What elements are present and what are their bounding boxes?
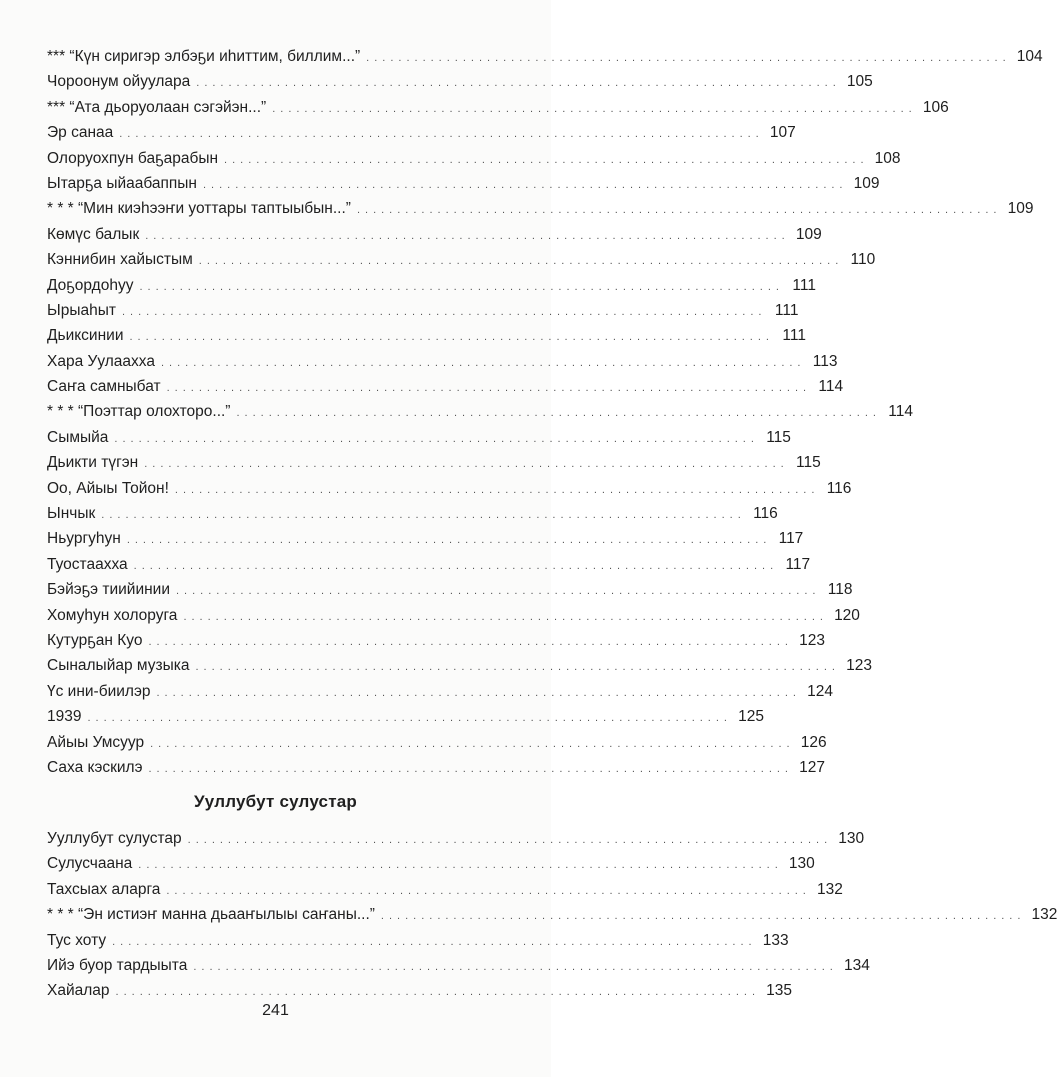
- entry-title: Ытарҕа ыйаабаппын: [47, 174, 197, 192]
- dot-leader: ................................................................................: [166, 884, 811, 897]
- dot-leader: ................................................................................: [144, 458, 789, 471]
- dot-leader: ................................................................................: [112, 935, 757, 948]
- entry-page-number: 124: [807, 682, 833, 700]
- entry-page-number: 109: [853, 174, 880, 192]
- entry-title: Дьикти түгэн: [47, 454, 139, 472]
- entry-title: Доҕордоһуу: [47, 276, 134, 294]
- dot-leader: ................................................................................: [115, 986, 761, 999]
- contents-list-part-two: [47, 826, 1057, 1004]
- dot-leader: ................................................................................: [198, 255, 844, 268]
- dot-leader: ................................................................................: [161, 356, 806, 369]
- contents-entry: [47, 851, 815, 876]
- dot-leader: ................................................................................: [148, 762, 793, 775]
- entry-page-number: 117: [778, 530, 804, 548]
- entry-page-number: 135: [766, 982, 793, 1000]
- entry-title: Ууллубут сулустар: [47, 830, 182, 847]
- contents-entry: [47, 146, 901, 171]
- dot-leader: ................................................................................: [183, 610, 828, 623]
- entry-page-number: 104: [1016, 48, 1043, 65]
- contents-entry: [47, 323, 806, 348]
- page-number: 241: [262, 1002, 289, 1019]
- contents-entry: [47, 69, 873, 94]
- entry-page-number: 126: [800, 733, 827, 751]
- contents-entry: [47, 399, 913, 424]
- dot-leader: ................................................................................: [148, 635, 793, 648]
- contents-entry: [47, 425, 791, 450]
- entry-page-number: 115: [796, 454, 821, 472]
- contents-entry: [47, 755, 825, 780]
- dot-leader: ................................................................................: [380, 910, 1026, 923]
- entry-title: Кэннибин хайыстым: [47, 251, 193, 269]
- contents-entry: [47, 501, 778, 526]
- entry-title: Хомуһун холоруга: [47, 606, 178, 624]
- dot-leader: ................................................................................: [156, 686, 801, 699]
- contents-entry: [47, 349, 838, 374]
- entry-page-number: 111: [774, 301, 799, 319]
- dot-leader: ................................................................................: [196, 77, 841, 90]
- entry-title: Ырыаһыт: [47, 301, 116, 319]
- dot-leader: ................................................................................: [174, 483, 820, 496]
- dot-leader: ................................................................................: [138, 859, 783, 872]
- contents-entry: [47, 44, 1043, 69]
- contents-entry: [47, 902, 1057, 927]
- entry-title: Ийэ буор тардыыта: [47, 956, 188, 974]
- contents-entry: [47, 603, 860, 628]
- contents-entry: [47, 95, 949, 120]
- entry-title: Саҥа самныбат: [47, 378, 161, 396]
- dot-leader: ................................................................................: [366, 52, 1011, 64]
- entry-title: * * * “Эн истиэҥ манна дьааҥылыы саҥаны...”: [47, 906, 375, 924]
- entry-title: Хайалар: [47, 982, 110, 1000]
- entry-title: Тус хоту: [47, 931, 107, 949]
- entry-page-number: 113: [812, 352, 838, 370]
- dot-leader: ................................................................................: [150, 737, 795, 750]
- entry-title: Сулусчаана: [47, 855, 133, 873]
- entry-page-number: 114: [888, 403, 913, 421]
- entry-title: Бэйэҕэ тиийинии: [47, 581, 170, 599]
- dot-leader: ................................................................................: [121, 305, 767, 318]
- dot-leader: ................................................................................: [272, 102, 917, 115]
- contents-entry: [47, 928, 789, 953]
- entry-page-number: 134: [843, 956, 870, 974]
- entry-title: Көмүс балык: [47, 225, 140, 243]
- entry-page-number: 132: [817, 880, 843, 898]
- contents-entry: [47, 222, 822, 247]
- contents-entry: [47, 653, 872, 678]
- contents-entry: [47, 526, 804, 551]
- dot-leader: ................................................................................: [175, 585, 821, 598]
- entry-page-number: 127: [799, 758, 825, 776]
- contents-entry: [47, 826, 865, 851]
- entry-title: Сымыйа: [47, 428, 109, 446]
- contents-entry: [47, 978, 793, 1003]
- entry-title: Туостаахха: [47, 555, 128, 573]
- contents-entry: [47, 120, 796, 145]
- dot-leader: ................................................................................: [101, 509, 746, 522]
- entry-title: Ынчык: [47, 505, 96, 523]
- entry-title: * * * “Поэттар олохторо...”: [47, 403, 231, 421]
- entry-page-number: 125: [738, 708, 764, 726]
- entry-title: Дьиксинии: [47, 327, 124, 345]
- contents-entry: [47, 704, 764, 729]
- entry-title: * * * “Мин киэһээҥи уоттары таптыыбын...”: [47, 200, 351, 218]
- entry-page-number: 107: [769, 124, 796, 142]
- dot-leader: ................................................................................: [133, 559, 779, 572]
- entry-title: Кутурҕан Куо: [47, 631, 143, 649]
- dot-leader: ................................................................................: [187, 834, 833, 846]
- dot-leader: ................................................................................: [224, 153, 869, 166]
- entry-title: Оо, Айыы Тойон!: [47, 479, 169, 497]
- contents-entry: [47, 171, 880, 196]
- entry-title: Ньургуһун: [47, 530, 121, 548]
- contents-entry: [47, 476, 852, 501]
- entry-page-number: 116: [753, 505, 778, 523]
- entry-page-number: 106: [922, 98, 949, 116]
- dot-leader: ................................................................................: [193, 960, 838, 973]
- entry-title: Тахсыах аларга: [47, 880, 161, 898]
- entry-title: Эр санаа: [47, 124, 114, 142]
- contents-entry: [47, 247, 876, 272]
- dot-leader: ................................................................................: [166, 382, 812, 395]
- contents-entry: [47, 679, 833, 704]
- entry-title: Саха кэскилэ: [47, 758, 143, 776]
- dot-leader: ................................................................................: [356, 204, 1002, 217]
- entry-title: Үс ини-биилэр: [47, 682, 151, 700]
- entry-page-number: 108: [874, 149, 901, 167]
- entry-title: Айыы Умсуур: [47, 733, 145, 751]
- contents-entry: [47, 730, 827, 755]
- contents-list-part-one: [47, 44, 1043, 780]
- entry-page-number: 120: [834, 606, 860, 624]
- dot-leader: ................................................................................: [119, 128, 764, 141]
- contents-entry: [47, 196, 1034, 221]
- contents-entry: [47, 450, 821, 475]
- entry-title: Олоруохпун баҕарабын: [47, 149, 219, 167]
- dot-leader: ................................................................................: [139, 280, 784, 293]
- contents-entry: [47, 273, 816, 298]
- contents-entry: [47, 953, 870, 978]
- entry-page-number: 133: [762, 931, 789, 949]
- entry-page-number: 105: [846, 73, 873, 91]
- dot-leader: ................................................................................: [114, 432, 759, 445]
- section-heading: Ууллубут сулустар: [194, 792, 357, 811]
- entry-title: 1939: [47, 708, 82, 726]
- entry-page-number: 123: [799, 631, 825, 649]
- entry-title: *** “Ата дьоруолаан сэгэйэн...”: [47, 98, 267, 116]
- entry-page-number: 115: [766, 428, 791, 446]
- dot-leader: ................................................................................: [236, 407, 881, 420]
- entry-title: *** “Күн сиригэр элбэҕи иһиттим, биллим...”: [47, 48, 361, 65]
- entry-title: Хара Уулаахха: [47, 352, 155, 370]
- entry-page-number: 130: [838, 830, 865, 847]
- entry-page-number: 132: [1031, 906, 1057, 924]
- entry-page-number: 116: [826, 479, 852, 497]
- entry-page-number: 118: [827, 581, 853, 599]
- entry-page-number: 111: [782, 327, 806, 345]
- contents-entry: [47, 374, 844, 399]
- dot-leader: ................................................................................: [126, 534, 772, 547]
- entry-page-number: 117: [785, 555, 811, 573]
- contents-entry: [47, 628, 825, 653]
- dot-leader: ................................................................................: [129, 331, 774, 344]
- dot-leader: ................................................................................: [195, 661, 840, 674]
- entry-page-number: 109: [795, 225, 822, 243]
- dot-leader: ................................................................................: [203, 178, 848, 191]
- entry-title: Сыналыйар музыка: [47, 657, 190, 675]
- entry-page-number: 130: [788, 855, 815, 873]
- contents-entry: [47, 877, 843, 902]
- contents-entry: [47, 552, 811, 577]
- entry-page-number: 123: [846, 657, 872, 675]
- contents-entry: [47, 298, 799, 323]
- dot-leader: ................................................................................: [87, 712, 732, 725]
- contents-entry: [47, 577, 853, 602]
- entry-page-number: 114: [818, 378, 844, 396]
- dot-leader: ................................................................................: [145, 229, 790, 242]
- entry-page-number: 110: [850, 251, 876, 269]
- entry-page-number: 111: [792, 276, 816, 294]
- entry-page-number: 109: [1007, 200, 1034, 218]
- entry-title: Чороонум ойуулара: [47, 73, 191, 91]
